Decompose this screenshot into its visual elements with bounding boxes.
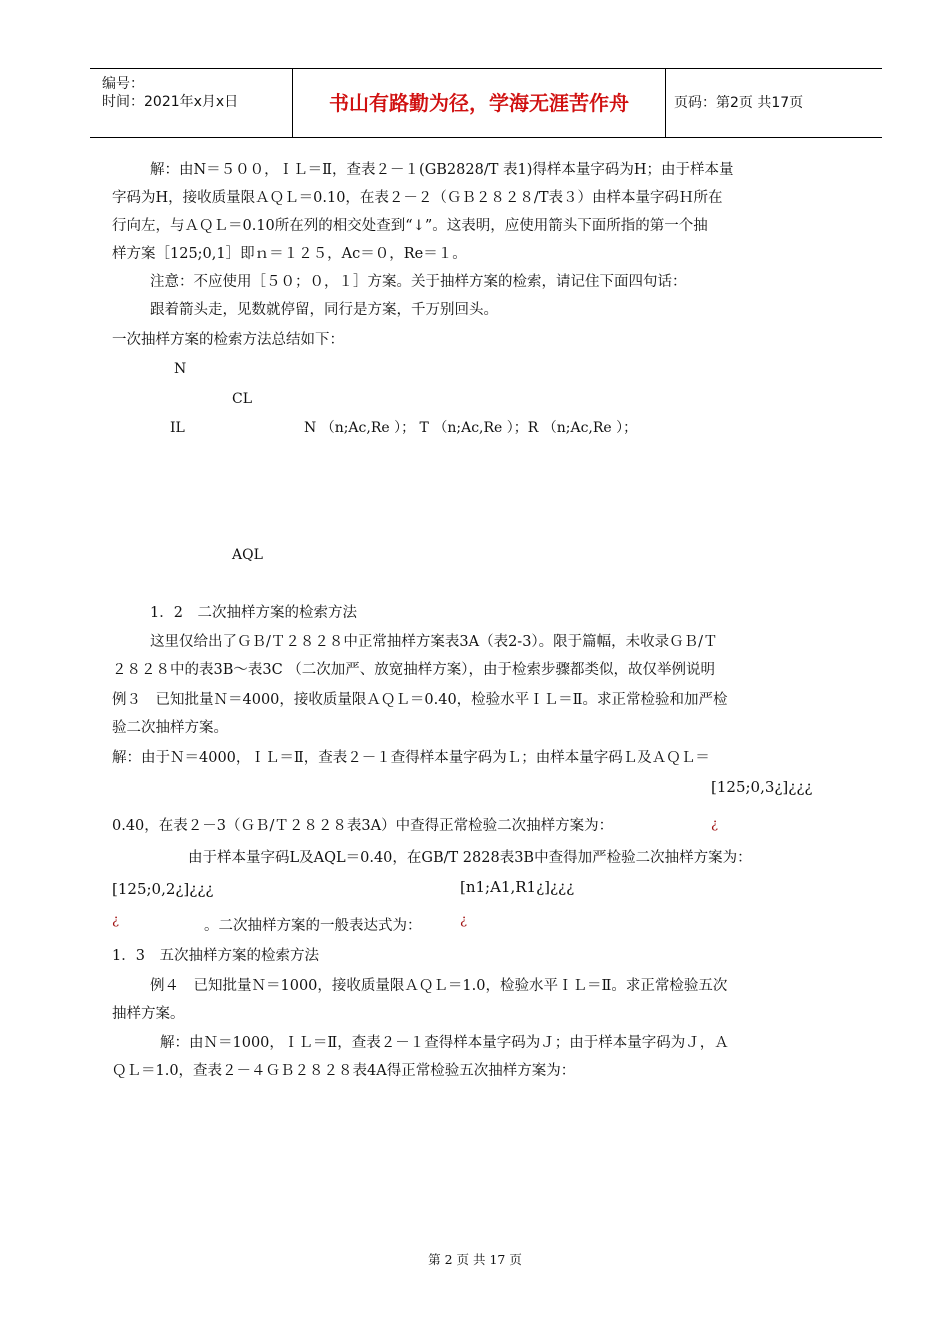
formula-text: [n1;A1,R1¿]¿¿¿ bbox=[460, 878, 575, 896]
section-title: 1．3 五次抽样方案的检索方法 bbox=[112, 948, 319, 964]
header-page-label: 页码：第2页 共17页 bbox=[674, 95, 804, 111]
formula-fragment bbox=[460, 910, 467, 928]
rhyme-line: 跟着箭头走，见数就停留，同行是方案，千万别回头。 bbox=[150, 302, 498, 318]
paragraph-line: 字码为H，接收质量限ＡＱＬ＝0.10，在表２－２（ＧＢ２８２８/T表３）由样本量字码Ｈ所在 bbox=[112, 190, 723, 206]
paragraph-line: 。二次抽样方案的一般表达式为： bbox=[204, 918, 422, 934]
diagram-label-n: N bbox=[174, 361, 187, 377]
paragraph-line: ＱＬ＝1.0，查表２－４ＧＢ２８２８表4A得正常检验五次抽样方案为： bbox=[112, 1063, 576, 1079]
paragraph-line: 由于样本量字码L及AQL＝0.40，在GB/T 2828表3B中查得加严检验二次抽样方案为： bbox=[188, 850, 752, 866]
paragraph-line: 0.40，在表２－3（ＧＢ/Ｔ２８２８表3A）中查得正常检验二次抽样方案为： bbox=[112, 818, 614, 834]
paragraph-line: ２８２８中的表3B～表3C （二次加严、放宽抽样方案），由于检索步骤都类似，故仅举例说明 bbox=[112, 662, 716, 678]
paragraph-line: 例４ 已知批量Ｎ＝1000，接收质量限ＡＱＬ＝1.0，检验水平ＩＬ＝Ⅱ。求正常检验五次 bbox=[150, 978, 728, 994]
formula-text: [125;0,3¿]¿¿¿ bbox=[711, 778, 813, 796]
diagram-label-cl: CL bbox=[232, 391, 253, 407]
header-motto: 书山有路勤为径，学海无涯苦作舟 bbox=[293, 69, 666, 137]
number-label: 编号： bbox=[102, 76, 144, 92]
paragraph-line: 解：由于Ｎ＝4000，ＩＬ＝Ⅱ，查表２－１查得样本量字码为Ｌ；由样本量字码Ｌ及ＡＱＬ＝ bbox=[112, 750, 710, 766]
page-footer: 第 2 页 共 17 页 bbox=[428, 1252, 522, 1267]
paragraph-line: 验二次抽样方案。 bbox=[112, 720, 228, 736]
formula-fragment-text: ¿ bbox=[112, 913, 119, 928]
paragraph-line: 解：由N＝５００，ＩＬ＝Ⅱ，查表２－１(GB2828/T 表1)得样本量字码为H；由于样本量 bbox=[150, 162, 734, 178]
paragraph-line: 这里仅给出了ＧＢ/Ｔ２８２８中正常抽样方案表3A（表2-3）。限于篇幅，未收录ＧＢ/Ｔ bbox=[150, 634, 718, 650]
header-left-cell bbox=[90, 69, 293, 137]
general-plan-formula bbox=[460, 878, 574, 896]
time-label: 时间：2021年x月x日 bbox=[102, 94, 239, 110]
tightened-plan-formula bbox=[112, 880, 213, 898]
summary-line: 一次抽样方案的检索方法总结如下： bbox=[112, 332, 344, 348]
section-title: 1．2 二次抽样方案的检索方法 bbox=[150, 605, 357, 621]
formula-text: [125;0,2¿]¿¿¿ bbox=[112, 880, 214, 898]
formula-fragment bbox=[112, 910, 119, 928]
formula-fragment-text: ¿ bbox=[711, 817, 718, 832]
paragraph-line: 行向左，与ＡＱＬ＝0.10所在列的相交处查到“↓”。这表明，应使用箭头下面所指的第一个抽 bbox=[112, 218, 708, 234]
diagram-label-il: IL bbox=[170, 420, 185, 436]
normal-plan-formula bbox=[711, 778, 812, 796]
diagram-label-aql: AQL bbox=[232, 547, 263, 563]
diagram-formula: N （n;Ac,Re ）； T （n;Ac,Re ）；R （n;Ac,Re ）； bbox=[304, 420, 638, 436]
formula-fragment bbox=[711, 814, 718, 832]
formula-fragment-text: ¿ bbox=[460, 913, 467, 928]
note-line: 注意：不应使用［５０；０，１］方案。关于抽样方案的检索，请记住下面四句话： bbox=[150, 274, 687, 290]
paragraph-line: 解：由Ｎ＝1000，ＩＬ＝Ⅱ，查表２－１查得样本量字码为Ｊ；由于样本量字码为Ｊ，Ａ bbox=[160, 1035, 729, 1051]
paragraph-line: 抽样方案。 bbox=[112, 1006, 185, 1022]
paragraph-line: 例３ 已知批量Ｎ＝4000，接收质量限ＡＱＬ＝0.40，检验水平ＩＬ＝Ⅱ。求正常检验和加严检 bbox=[112, 692, 728, 708]
paragraph-line: 样方案［125;0,1］即ｎ＝１２５，Ac＝０，Re＝１。 bbox=[112, 246, 467, 262]
page-header bbox=[90, 68, 882, 138]
